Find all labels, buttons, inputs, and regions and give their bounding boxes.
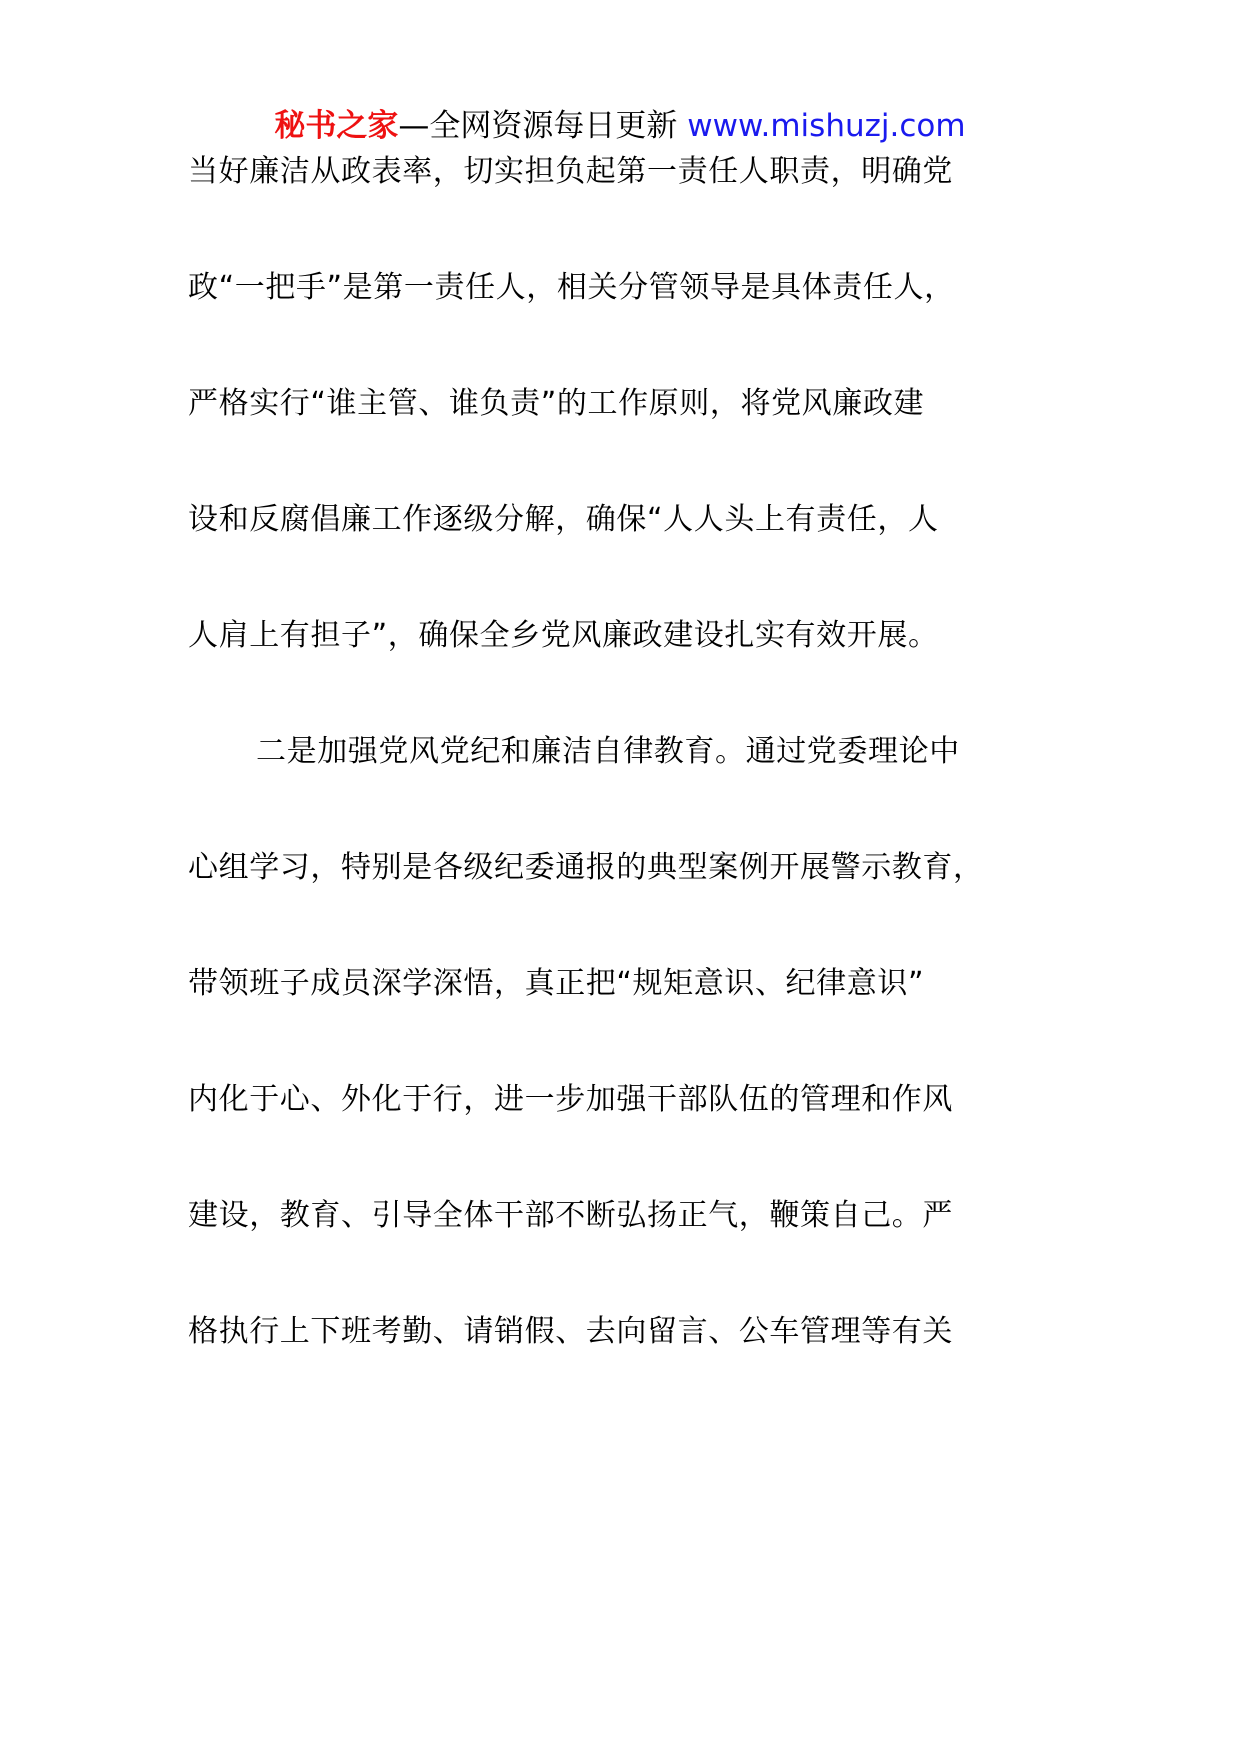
body-line: 设和反腐倡廉工作逐级分解，确保“人人头上有责任，人 [188, 502, 939, 537]
paragraph-first-line: 二是加强党风党纪和廉洁自律教育。通过党委理论中 [256, 734, 960, 769]
body-line: 内化于心、外化于行，进一步加强干部队伍的管理和作风 [188, 1082, 953, 1117]
body-line: 心组学习，特别是各级纪委通报的典型案例开展警示教育， [188, 850, 984, 885]
body-line: 人肩上有担子”，确保全乡党风廉政建设扎实有效开展。 [188, 618, 939, 653]
site-tagline: —全网资源每日更新 [398, 108, 678, 144]
site-url-link[interactable]: www.mishuzj.com [687, 108, 966, 144]
body-line: 严格实行“谁主管、谁负责”的工作原则，将党风廉政建 [188, 386, 925, 421]
site-brand: 秘书之家 [274, 108, 399, 144]
body-line: 当好廉洁从政表率，切实担负起第一责任人职责，明确党 [188, 154, 953, 189]
body-line: 格执行上下班考勤、请销假、去向留言、公车管理等有关 [188, 1314, 953, 1349]
body-line: 建设，教育、引导全体干部不断弘扬正气，鞭策自己。严 [188, 1198, 953, 1233]
body-line: 带领班子成员深学深悟，真正把“规矩意识、纪律意识” [188, 966, 925, 1001]
body-line: 政“一把手”是第一责任人，相关分管领导是具体责任人， [188, 270, 955, 305]
